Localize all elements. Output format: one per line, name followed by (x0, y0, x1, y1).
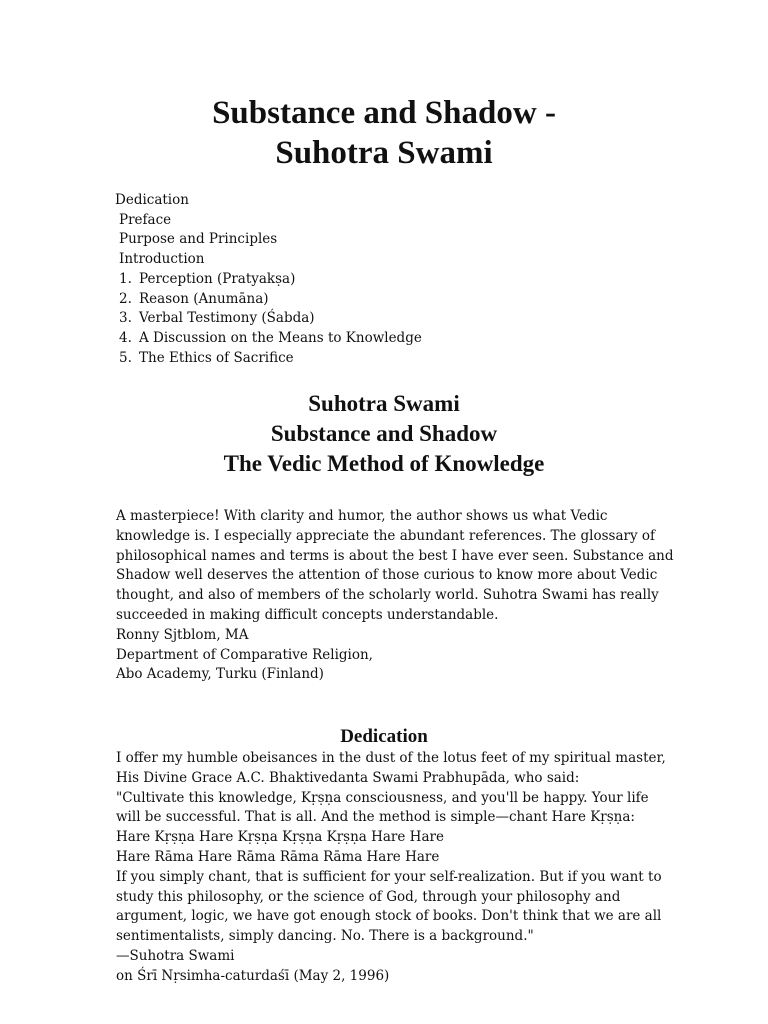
review-author: Ronny Sjtblom, MA (116, 626, 249, 643)
review-affiliation: Abo Academy, Turku (Finland) (116, 666, 324, 683)
dedication-line: "Cultivate this knowledge, Kṛṣṇa consciousness, and you'll be happy. Your life (116, 789, 649, 806)
toc-item-chapter-3[interactable] (115, 309, 675, 329)
document-title (0, 93, 768, 173)
toc-item-preface[interactable]: Preface (119, 211, 172, 228)
dedication-signature: —Suhotra Swami (116, 947, 235, 964)
toc-chapter-number: 1. (119, 270, 132, 287)
toc-item-chapter-1[interactable] (115, 270, 675, 290)
dedication-line: His Divine Grace A.C. Bhaktivedanta Swami Prabhupāda, who said: (116, 769, 580, 786)
dedication-line: study this philosophy, or the science of God, through your philosophy and (116, 888, 621, 905)
toc-item-introduction[interactable]: Introduction (119, 251, 205, 268)
dedication-line: sentimentalists, simply dancing. No. There is a background." (116, 928, 534, 945)
toc-item-chapter-4[interactable] (115, 329, 675, 349)
review-line: thought, and also of members of the scholarly world. Suhotra Swami has really (116, 587, 659, 604)
dedication-line: Hare Rāma Hare Rāma Rāma Rāma Hare Hare (116, 848, 440, 865)
toc-chapter-number: 4. (119, 329, 132, 346)
toc-chapter-number: 3. (119, 310, 132, 327)
toc-item-chapter-5[interactable] (115, 349, 675, 369)
review-line: succeeded in making difficult concepts understandable. (116, 606, 499, 623)
toc-chapter-number: 2. (119, 290, 132, 307)
dedication-date: on Śrī Nṛsimha-caturdaśī (May 2, 1996) (116, 967, 390, 984)
toc-chapter-label: A Discussion on the Means to Knowledge (139, 329, 422, 346)
dedication-line: argument, logic, we have got enough stock of books. Don't think that we are all (116, 908, 662, 925)
review-line: A masterpiece! With clarity and humor, the author shows us what Vedic (116, 508, 608, 524)
table-of-contents (115, 191, 675, 368)
toc-item-purpose[interactable]: Purpose and Principles (119, 231, 278, 248)
toc-chapter-label: Perception (Pratyakṣa) (139, 270, 296, 287)
review-line: philosophical names and terms is about the best I have ever seen. Substance and (116, 547, 674, 564)
review-quote (116, 507, 674, 685)
toc-chapter-label: The Ethics of Sacrifice (139, 349, 294, 366)
toc-chapter-label: Verbal Testimony (Śabda) (139, 310, 315, 327)
subtitle-author: Suhotra Swami (308, 391, 460, 416)
toc-chapter-label: Reason (Anumāna) (139, 290, 269, 307)
dedication-text (116, 749, 666, 987)
dedication-line: will be successful. That is all. And the method is simple—chant Hare Kṛṣṇa: (116, 809, 635, 826)
review-line: Shadow well deserves the attention of those curious to know more about Vedic (116, 567, 658, 584)
review-line: knowledge is. I especially appreciate the abundant references. The glossary of (116, 527, 655, 544)
title-line-2: Suhotra Swami (275, 135, 493, 171)
subtitle-tagline: The Vedic Method of Knowledge (223, 451, 545, 476)
dedication-heading: Dedication (340, 726, 428, 747)
title-line-1: Substance and Shadow - (212, 95, 556, 131)
toc-item-chapter-2[interactable] (115, 290, 675, 310)
review-affiliation: Department of Comparative Religion, (116, 646, 373, 663)
dedication-line: I offer my humble obeisances in the dust of the lotus feet of my spiritual master, (116, 750, 666, 766)
toc-item-dedication[interactable]: Dedication (115, 192, 189, 208)
toc-chapter-number: 5. (119, 349, 132, 366)
book-subtitle-block (0, 389, 768, 479)
dedication-line: Hare Kṛṣṇa Hare Kṛṣṇa Kṛṣṇa Kṛṣṇa Hare Hare (116, 829, 444, 846)
subtitle-title: Substance and Shadow (270, 421, 498, 446)
dedication-line: If you simply chant, that is sufficient for your self-realization. But if you want to (116, 868, 662, 885)
